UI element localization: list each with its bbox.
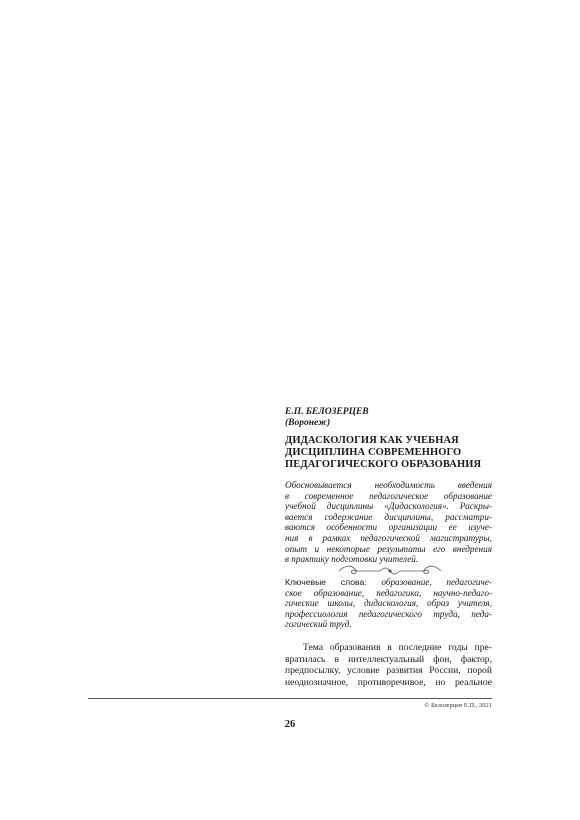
abstract-line: ния в рамках педагогической магистратуры, (285, 532, 492, 543)
body-line: вратилась в интеллектуальный фон, фактор, (285, 653, 492, 665)
keywords-line: ское образование, педагогика, научно-педаго- (285, 587, 492, 598)
keywords-line: гогический труд. (285, 619, 352, 630)
abstract-line: вается содержание дисциплины, рассматри- (285, 511, 492, 522)
abstract-line: опыт и некоторые результаты его внедрения (285, 543, 492, 554)
abstract-line: ваются особенности организации ее изуче- (285, 522, 492, 533)
keywords-block (285, 577, 492, 630)
article-title (285, 435, 492, 471)
keywords-line: образование, педагогиче- (366, 577, 492, 587)
abstract-line: учебной дисциплины «Дидаскология». Раскры- (285, 501, 492, 512)
body-line: неоднозначное, противоречивое, но реальное (285, 676, 492, 688)
author-city: (Воронеж) (285, 417, 331, 428)
abstract-line: в практику подготовки учителей. (285, 554, 419, 565)
keywords-line: гические школы, дидаскология, образ учителя, (285, 598, 492, 609)
abstract-line: в современное педагогическое образование (285, 490, 492, 501)
title-line: ПЕДАГОГИЧЕСКОГО ОБРАЗОВАНИЯ (285, 459, 482, 470)
copyright-notice: © Белозерцев Е.П., 2021 (424, 702, 492, 709)
abstract (285, 480, 492, 565)
body-paragraph (285, 642, 492, 688)
body-line: Тема образования в последние годы пре- (303, 642, 492, 653)
keywords-label: Ключевые слова: (285, 577, 367, 587)
page-number: 26 (284, 719, 296, 730)
body-line: предпосылку, условие развития России, порой (285, 665, 492, 677)
abstract-line: Обосновывается необходимость введения (285, 480, 492, 490)
title-line: ДИДАСКОЛОГИЯ КАК УЧЕБНАЯ (285, 435, 459, 446)
author-name: Е.П. БЕЛОЗЕРЦЕВ (285, 407, 369, 417)
keywords-first-line (285, 577, 492, 588)
title-line: ДИСЦИПЛИНА СОВРЕМЕННОГО (285, 447, 462, 458)
author-block (285, 407, 492, 428)
keywords-line: профессиология педагогического труда, педа- (285, 608, 492, 619)
footer-rule (88, 698, 492, 699)
